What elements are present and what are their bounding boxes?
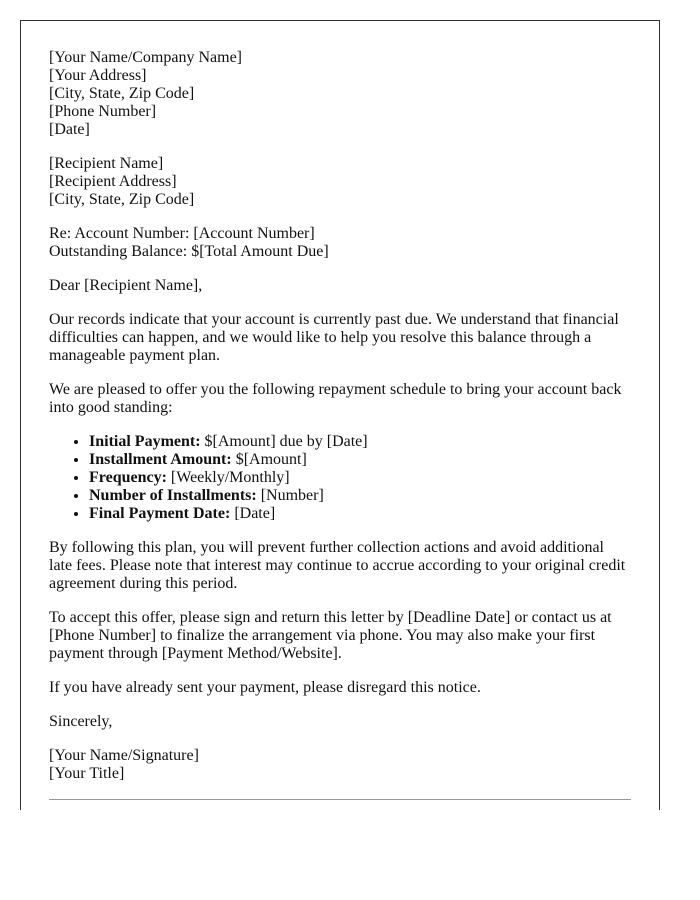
schedule-item-label: Frequency:	[89, 469, 167, 486]
schedule-item-frequency	[89, 469, 631, 487]
schedule-item-value: [Number]	[256, 487, 324, 504]
schedule-item-value: $[Amount]	[231, 451, 307, 468]
letter-date: [Date]	[49, 121, 90, 138]
sender-address-block	[49, 49, 631, 139]
schedule-item-final-payment-date	[89, 505, 631, 523]
sender-city-state-zip: [City, State, Zip Code]	[49, 85, 195, 102]
schedule-item-value: $[Amount] due by [Date]	[200, 433, 368, 450]
repayment-schedule-list	[49, 433, 631, 523]
consequence-paragraph: By following this plan, you will prevent further collection actions and avoid additional late fees. Please note that interest may continue to accrue according to your original credit agreement during this period.	[49, 539, 626, 592]
intro-paragraph: Our records indicate that your account is currently past due. We understand that financial difficulties can happen, and we would like to help you resolve this balance through a manageable payment plan.	[49, 311, 619, 364]
sender-address: [Your Address]	[49, 67, 147, 84]
outstanding-balance-line: Outstanding Balance: $[Total Amount Due]	[49, 243, 329, 260]
horizontal-rule	[49, 799, 631, 800]
salutation: Dear [Recipient Name],	[49, 277, 203, 294]
offer-paragraph: We are pleased to offer you the following repayment schedule to bring your account back into good standing:	[49, 381, 622, 416]
account-number-line: Re: Account Number: [Account Number]	[49, 225, 315, 242]
signature-name: [Your Name/Signature]	[49, 747, 199, 764]
accept-paragraph: To accept this offer, please sign and return this letter by [Deadline Date] or contact us at [Phone Number] to finalize the arrangement via phone. You may also make your first payment through [Payment Method/Website].	[49, 609, 612, 662]
recipient-name: [Recipient Name]	[49, 155, 164, 172]
recipient-address-block	[49, 155, 631, 209]
schedule-item-initial-payment	[89, 433, 631, 451]
schedule-item-number-of-installments	[89, 487, 631, 505]
schedule-item-label: Initial Payment:	[89, 433, 201, 450]
reference-block	[49, 225, 631, 261]
recipient-city-state-zip: [City, State, Zip Code]	[49, 191, 195, 208]
closing: Sincerely,	[49, 713, 113, 730]
signature-block	[49, 747, 631, 783]
schedule-item-label: Number of Installments:	[89, 487, 257, 504]
sender-name: [Your Name/Company Name]	[49, 49, 243, 66]
schedule-item-label: Final Payment Date:	[89, 505, 231, 522]
schedule-item-installment-amount	[89, 451, 631, 469]
letter-page	[20, 20, 660, 810]
sender-phone: [Phone Number]	[49, 103, 157, 120]
schedule-item-label: Installment Amount:	[89, 451, 232, 468]
schedule-item-value: [Date]	[230, 505, 276, 522]
recipient-address: [Recipient Address]	[49, 173, 177, 190]
schedule-item-value: [Weekly/Monthly]	[166, 469, 290, 486]
disregard-paragraph: If you have already sent your payment, please disregard this notice.	[49, 679, 481, 696]
signature-title: [Your Title]	[49, 765, 125, 782]
